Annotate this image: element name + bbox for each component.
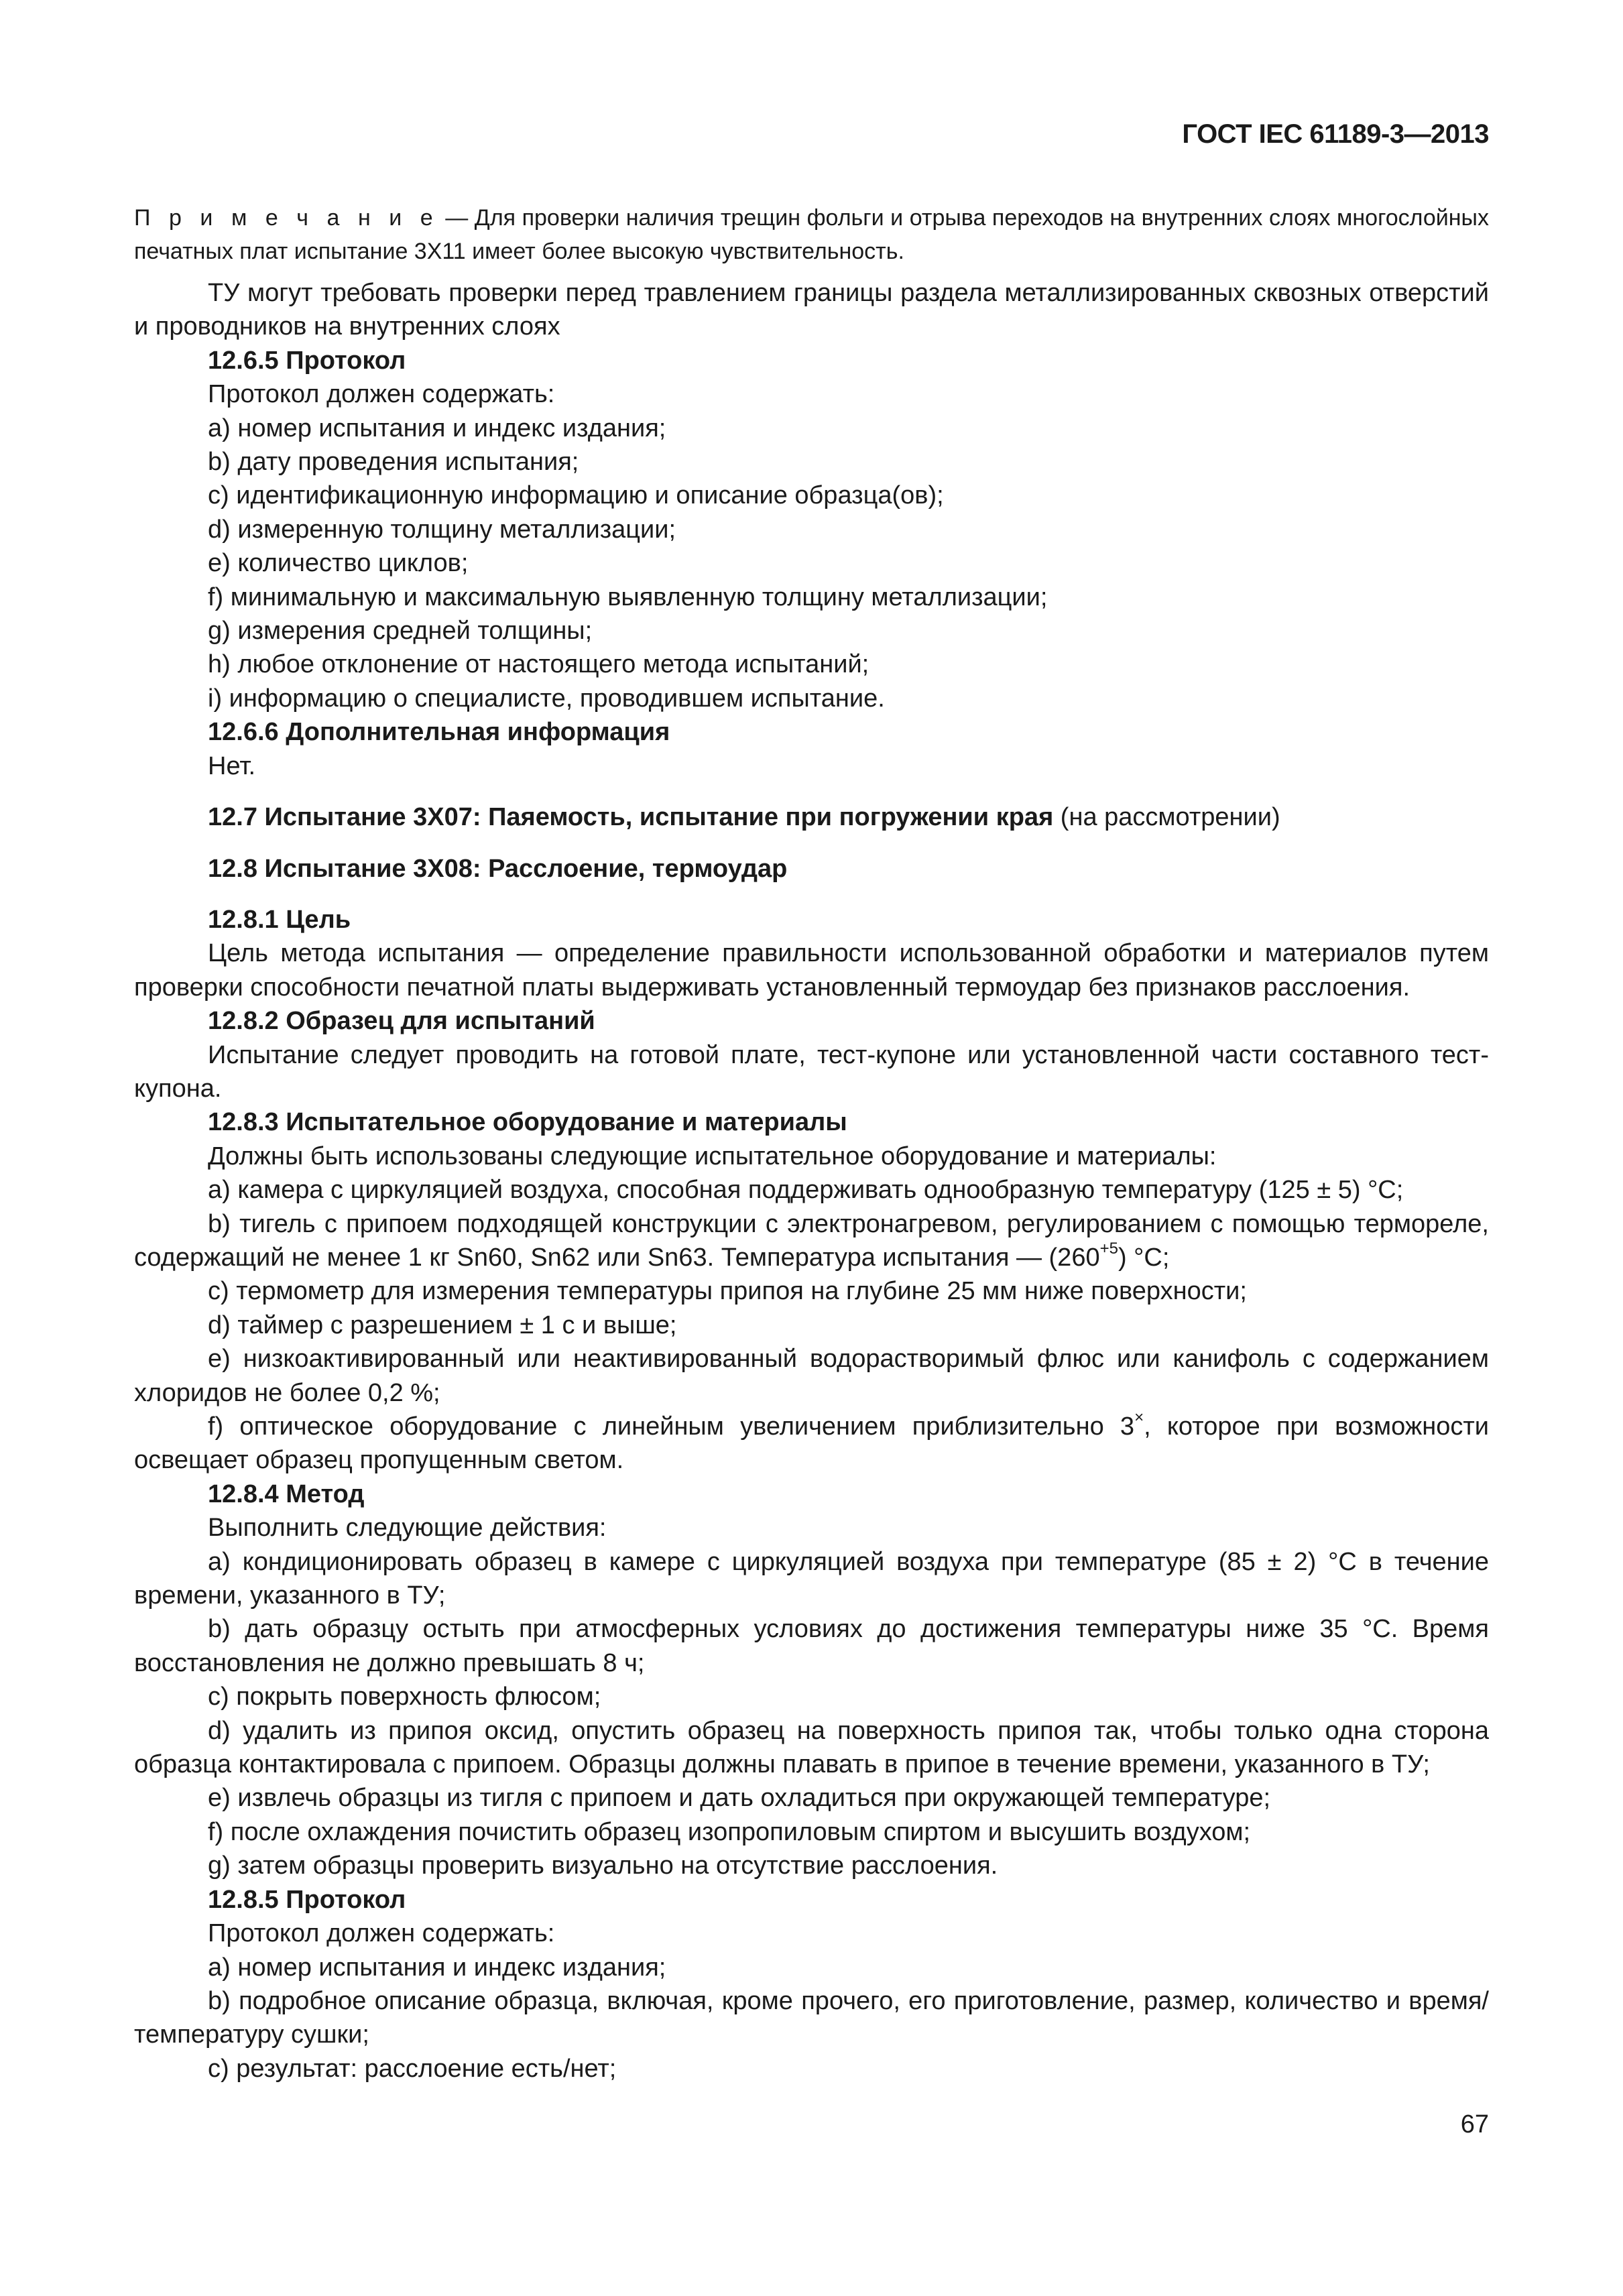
list-item: c) термометр для измерения температуры припоя на глубине 25 мм ниже поверхности; (208, 1277, 1247, 1306)
list-item-text: f) оптическое оборудование с линейным увеличением приблизительно 3 (208, 1412, 1135, 1441)
list-item: b) дату проведения испытания; (208, 448, 579, 477)
tolerance-superscript: +5 (1099, 1240, 1118, 1258)
list-item-text: ) °С; (1118, 1243, 1170, 1272)
page-body (134, 201, 1489, 2086)
list-item: h) любое отклонение от настоящего метода испытаний; (208, 650, 869, 679)
section-title-12-8: 12.8 Испытание 3Х08: Расслоение, термоудар (208, 854, 788, 883)
note (134, 201, 1489, 268)
list-item (134, 1410, 1489, 1477)
section-title-12-8-2: 12.8.2 Образец для испытаний (208, 1007, 595, 1036)
list-item: e) низкоактивированный или неактивированный водорастворимый флюс или канифоль с содержанием хлоридов не более 0,2 %; (134, 1345, 1489, 1407)
page-number: 67 (1460, 2110, 1489, 2138)
list-item: f) после охлаждения почистить образец изопропиловым спиртом и высушить воздухом; (208, 1817, 1251, 1846)
list-item: c) покрыть поверхность флюсом; (208, 1683, 601, 1711)
section-lead: Должны быть использованы следующие испытательное оборудование и материалы: (208, 1142, 1217, 1170)
note-label: П р и м е ч а н и е (134, 205, 439, 231)
section-title-12-8-5: 12.8.5 Протокол (208, 1885, 406, 1914)
list-item: g) затем образцы проверить визуально на отсутствие расслоения. (208, 1852, 998, 1880)
list-item: g) измерения средней толщины; (208, 617, 593, 646)
list-item: e) извлечь образцы из тигля с припоем и дать охладиться при окружающей температуре; (208, 1784, 1271, 1813)
list-item: b) дать образцу остыть при атмосферных условиях до достижения температуры ниже 35 °С. Время восстановления не должно превышать 8 ч; (134, 1615, 1489, 1677)
section-title-12-7 (134, 800, 1489, 834)
list-item: d) таймер с разрешением ± 1 с и выше; (208, 1311, 677, 1339)
magnification-superscript: × (1134, 1408, 1144, 1427)
section-title-12-6-5: 12.6.5 Протокол (208, 346, 406, 375)
list-item: d) удалить из припоя оксид, опустить образец на поверхность припоя так, чтобы только одна сторона образца контактировала с припоем. Образцы должны плавать в припое в течение времени, указанного в ТУ; (134, 1716, 1489, 1779)
section-text: Нет. (208, 751, 256, 780)
list-item: c) идентификационную информацию и описание образца(ов); (208, 481, 944, 510)
section-text: Цель метода испытания — определение правильности использованной обработки и материалов путем проверки способности печатной платы выдерживать установленный термоудар без признаков расслоения. (134, 939, 1489, 1002)
list-item-text: , которое при возможности освещает образец пропущенным светом. (134, 1412, 1489, 1475)
list-item: b) подробное описание образца, включая, кроме прочего, его приготовление, размер, количество и время/температуру сушки; (134, 1986, 1489, 2049)
section-title-12-8-3: 12.8.3 Испытательное оборудование и материалы (208, 1108, 847, 1137)
list-item: i) информацию о специалисте, проводившем испытание. (208, 684, 885, 713)
section-title-12-6-6: 12.6.6 Дополнительная информация (208, 718, 670, 747)
section-lead: Протокол должен содержать: (208, 380, 555, 409)
section-title-12-7-bold: 12.7 Испытание 3Х07: Паяемость, испытание при погружении края (208, 803, 1054, 832)
document-id: ГОСТ IEC 61189-3—2013 (1182, 119, 1489, 149)
section-lead: Протокол должен содержать: (208, 1919, 555, 1948)
list-item: d) измеренную толщину металлизации; (208, 515, 676, 544)
list-item: a) камера с циркуляцией воздуха, способная поддерживать однообразную температуру (125 ± 5) °С; (208, 1176, 1404, 1205)
section-text: Испытание следует проводить на готовой плате, тест-купоне или установленной части составного тест-купона. (134, 1040, 1489, 1103)
list-item-text: b) тигель с припоем подходящей конструкции с электронагревом, регулированием с помощью термореле, содержащий не менее 1 кг Sn60, Sn62 или Sn63. Температура испытания — (260 (134, 1209, 1489, 1272)
list-item: e) количество циклов; (208, 549, 469, 578)
section-title-12-8-4: 12.8.4 Метод (208, 1479, 365, 1508)
section-title-12-8-1: 12.8.1 Цель (208, 905, 351, 934)
list-item (134, 1207, 1489, 1275)
section-lead: Выполнить следующие действия: (208, 1514, 607, 1543)
section-title-12-7-suffix: (на рассмотрении) (1053, 803, 1280, 832)
note-text: — Для проверки наличия трещин фольги и отрыва переходов на внутренних слоях многослойных печатных плат испытание 3Х11 имеет более высокую чувствительность. (134, 205, 1489, 264)
list-item: a) кондиционировать образец в камере с циркуляцией воздуха при температуре (85 ± 2) °С в течение времени, указанного в ТУ; (134, 1547, 1489, 1610)
list-item: a) номер испытания и индекс издания; (208, 414, 666, 442)
intro-paragraph: ТУ могут требовать проверки перед травлением границы раздела металлизированных сквозных отверстий и проводников на внутренних слоях (134, 279, 1489, 341)
list-item: a) номер испытания и индекс издания; (208, 1953, 666, 1982)
list-item: c) результат: расслоение есть/нет; (208, 2054, 617, 2083)
list-item: f) минимальную и максимальную выявленную толщину металлизации; (208, 583, 1048, 611)
